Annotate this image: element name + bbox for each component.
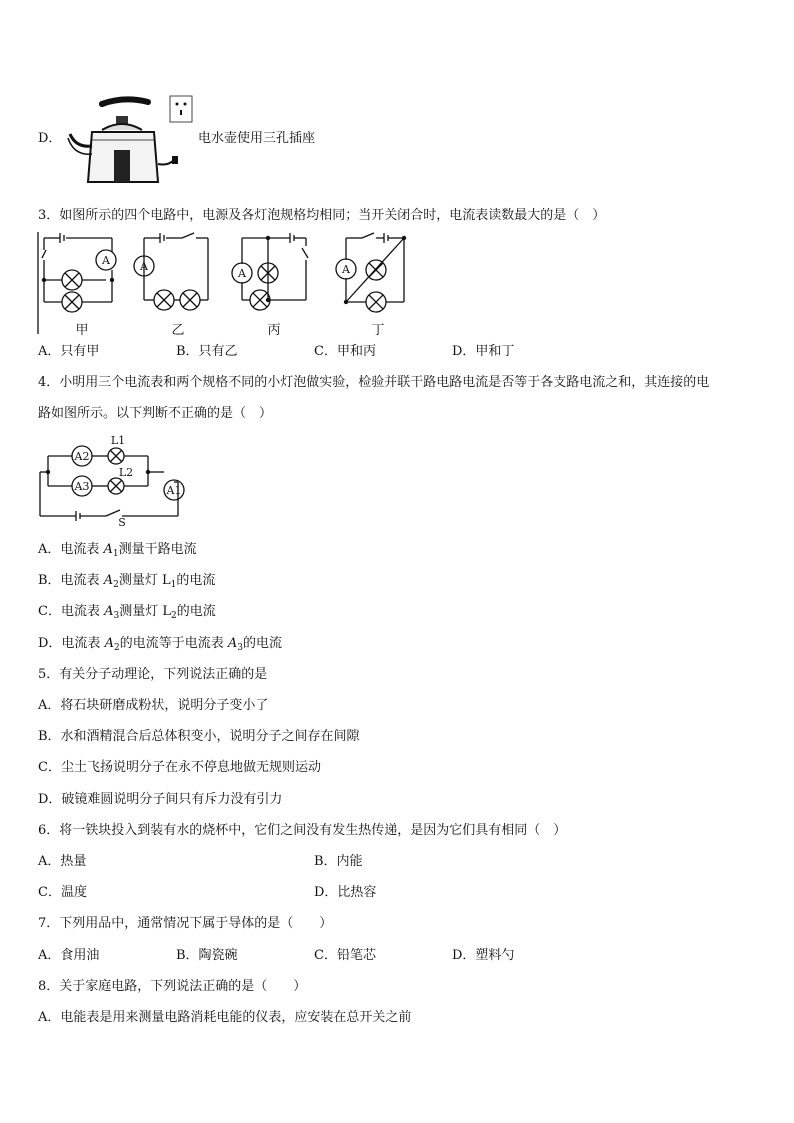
q2-option-d-letter: D． xyxy=(38,131,62,146)
electric-kettle-illustration xyxy=(66,94,196,190)
q7-option-d: D．塑料勺 xyxy=(452,948,515,963)
q7-stem: 7．下列用品中，通常情况下属于导体的是（ ） xyxy=(38,916,333,931)
q4-meter-a1-label: A1 xyxy=(166,484,182,497)
q2-option-d-text: 电水壶使用三孔插座 xyxy=(198,131,316,146)
q3-meter-label: A xyxy=(102,254,110,267)
q8-option-a: A．电能表是用来测量电路消耗电能的仪表，应安装在总开关之前 xyxy=(38,1010,412,1025)
q7-option-a: A．食用油 xyxy=(38,948,100,963)
q4-meter-a2-label: A2 xyxy=(74,450,90,463)
q7-option-b: B．陶瓷碗 xyxy=(176,948,238,963)
q7-option-c: C．铅笔芯 xyxy=(314,948,376,963)
q4-meter-a3-label: A3 xyxy=(74,480,90,493)
q4-option-a: A．电流表 $A_1$测量干路电流 xyxy=(38,542,197,559)
q3-option-c: C．甲和丙 xyxy=(314,344,376,359)
q4-lamp-l1-label: L1 xyxy=(110,434,126,447)
q3-option-d: D．甲和丁 xyxy=(452,344,515,359)
q5-option-b: B．水和酒精混合后总体积变小，说明分子之间存在间隙 xyxy=(38,729,360,744)
q8-stem: 8．关于家庭电路，下列说法正确的是（ ） xyxy=(38,979,307,994)
q4-option-c: C．电流表 $A_3$测量灯 $L_2$的电流 xyxy=(38,604,216,621)
q6-stem: 6．将一铁块投入到装有水的烧杯中，它们之间没有发生热传递，是因为它们具有相同（ ） xyxy=(38,823,567,838)
q4-stem-line2: 路如图所示。以下判断不正确的是（ ） xyxy=(38,406,273,421)
q6-option-c: C．温度 xyxy=(38,885,87,900)
q4-circuit-figure xyxy=(36,432,192,528)
q3-option-a: A．只有甲 xyxy=(38,344,100,359)
q6-option-b: B．内能 xyxy=(314,854,363,869)
q3-circuit-figure xyxy=(36,230,416,338)
q3-circuit-label-ding: 丁 xyxy=(371,323,385,338)
q5-stem: 5．有关分子动理论，下列说法正确的是 xyxy=(38,667,268,682)
q4-option-d: D．电流表 $A_2$的电流等于电流表 $A_3$的电流 xyxy=(38,636,282,653)
q5-option-c: C．尘土飞扬说明分子在永不停息地做无规则运动 xyxy=(38,760,321,775)
q3-circuit-label-bing: 丙 xyxy=(267,323,281,338)
q3-meter-label: A xyxy=(238,267,246,280)
q6-option-a: A．热量 xyxy=(38,854,87,869)
q5-option-a: A．将石块研磨成粉状，说明分子变小了 xyxy=(38,698,269,713)
q3-circuit-label-yi: 乙 xyxy=(171,323,185,338)
q3-option-b: B．只有乙 xyxy=(176,344,238,359)
q4-option-b: B．电流表 $A_2$测量灯 $L_1$的电流 xyxy=(38,573,216,590)
q3-meter-label: A xyxy=(140,260,148,273)
q6-option-d: D．比热容 xyxy=(314,885,377,900)
q4-stem-line1: 4．小明用三个电流表和两个规格不同的小灯泡做实验，检验并联干路电路电流是否等于各支路电流之和，其连接的电 xyxy=(38,375,710,390)
q3-meter-label: A xyxy=(342,263,350,276)
q5-option-d: D．破镜难圆说明分子间只有斥力没有引力 xyxy=(38,792,283,807)
q4-switch-label: S xyxy=(118,516,126,528)
q4-lamp-l2-label: L2 xyxy=(118,466,134,479)
q3-circuit-label-jia: 甲 xyxy=(75,323,89,338)
q3-stem: 3．如图所示的四个电路中，电源及各灯泡规格均相同；当开关闭合时，电流表读数最大的是（ ） xyxy=(38,208,606,223)
